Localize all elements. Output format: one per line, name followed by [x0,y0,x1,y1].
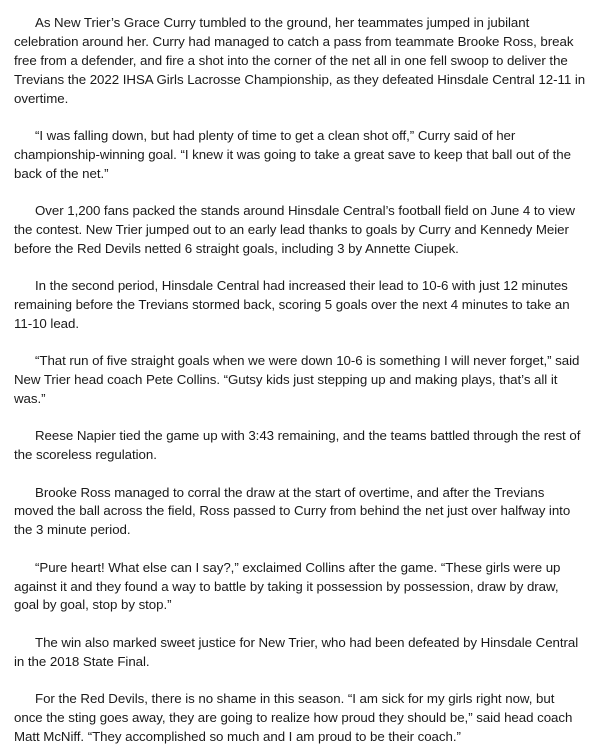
paragraph-3: Over 1,200 fans packed the stands around Hinsdale Central’s football field on June 4 to view the contest. New Trier jumped out to an early lead thanks to goals by Curry and Kennedy Meier before the Red Devils netted 6 straight goals, including 3 by Annette Ciupek. [14,203,575,256]
paragraph-1: As New Trier’s Grace Curry tumbled to the ground, her teammates jumped in jubilant celebration around her. Curry had managed to catch a pass from teammate Brooke Ross, break free from a defender, and fire a shot into the corner of the net all in one fell swoop to deliver the Trevians the 2022 IHSA Girls Lacrosse Championship, as they defeated Hinsdale Central 12-11 in overtime. [14,15,586,106]
paragraph-9: The win also marked sweet justice for New Trier, who had been defeated by Hinsdale Central in the 2018 State Final. [14,634,579,669]
paragraph-7: Brooke Ross managed to corral the draw at the start of overtime, and after the Trevians moved the ball across the field, Ross passed to Curry from behind the net just over halfway into the 3 minute period. [14,484,571,538]
paragraph-5: “That run of five straight goals when we were down 10-6 is something I will never forget,” said New Trier head coach Pete Collins. “Gutsy kids just stepping up and making plays, that’s all it was.” [14,353,580,407]
paragraph-4: In the second period, Hinsdale Central had increased their lead to 10-6 with just 12 minutes remaining before the Trevians stormed back, scoring 5 goals over the next 4 minutes to take an 11-10 lead. [14,278,570,331]
paragraph-2: “I was falling down, but had plenty of time to get a clean shot off,” Curry said of her championship-winning goal. “I knew it was going to take a great save to keep that ball out of the back of the net.” [14,127,571,181]
paragraph-10: For the Red Devils, there is no shame in this season. “I am sick for my girls right now, but once the sting goes away, they are going to realize how proud they should be,” said head coach Matt McNiff. “They accomplished so much and I am proud to be their coach.” [14,690,573,744]
paragraph-6: Reese Napier tied the game up with 3:43 remaining, and the teams battled through the rest of the scoreless regulation. [14,428,581,463]
paragraph-8: “Pure heart! What else can I say?,” exclaimed Collins after the game. “These girls were up against it and they found a way to battle by taking it possession by possession, draw by draw, goal by goal, stop by stop.” [14,559,561,613]
